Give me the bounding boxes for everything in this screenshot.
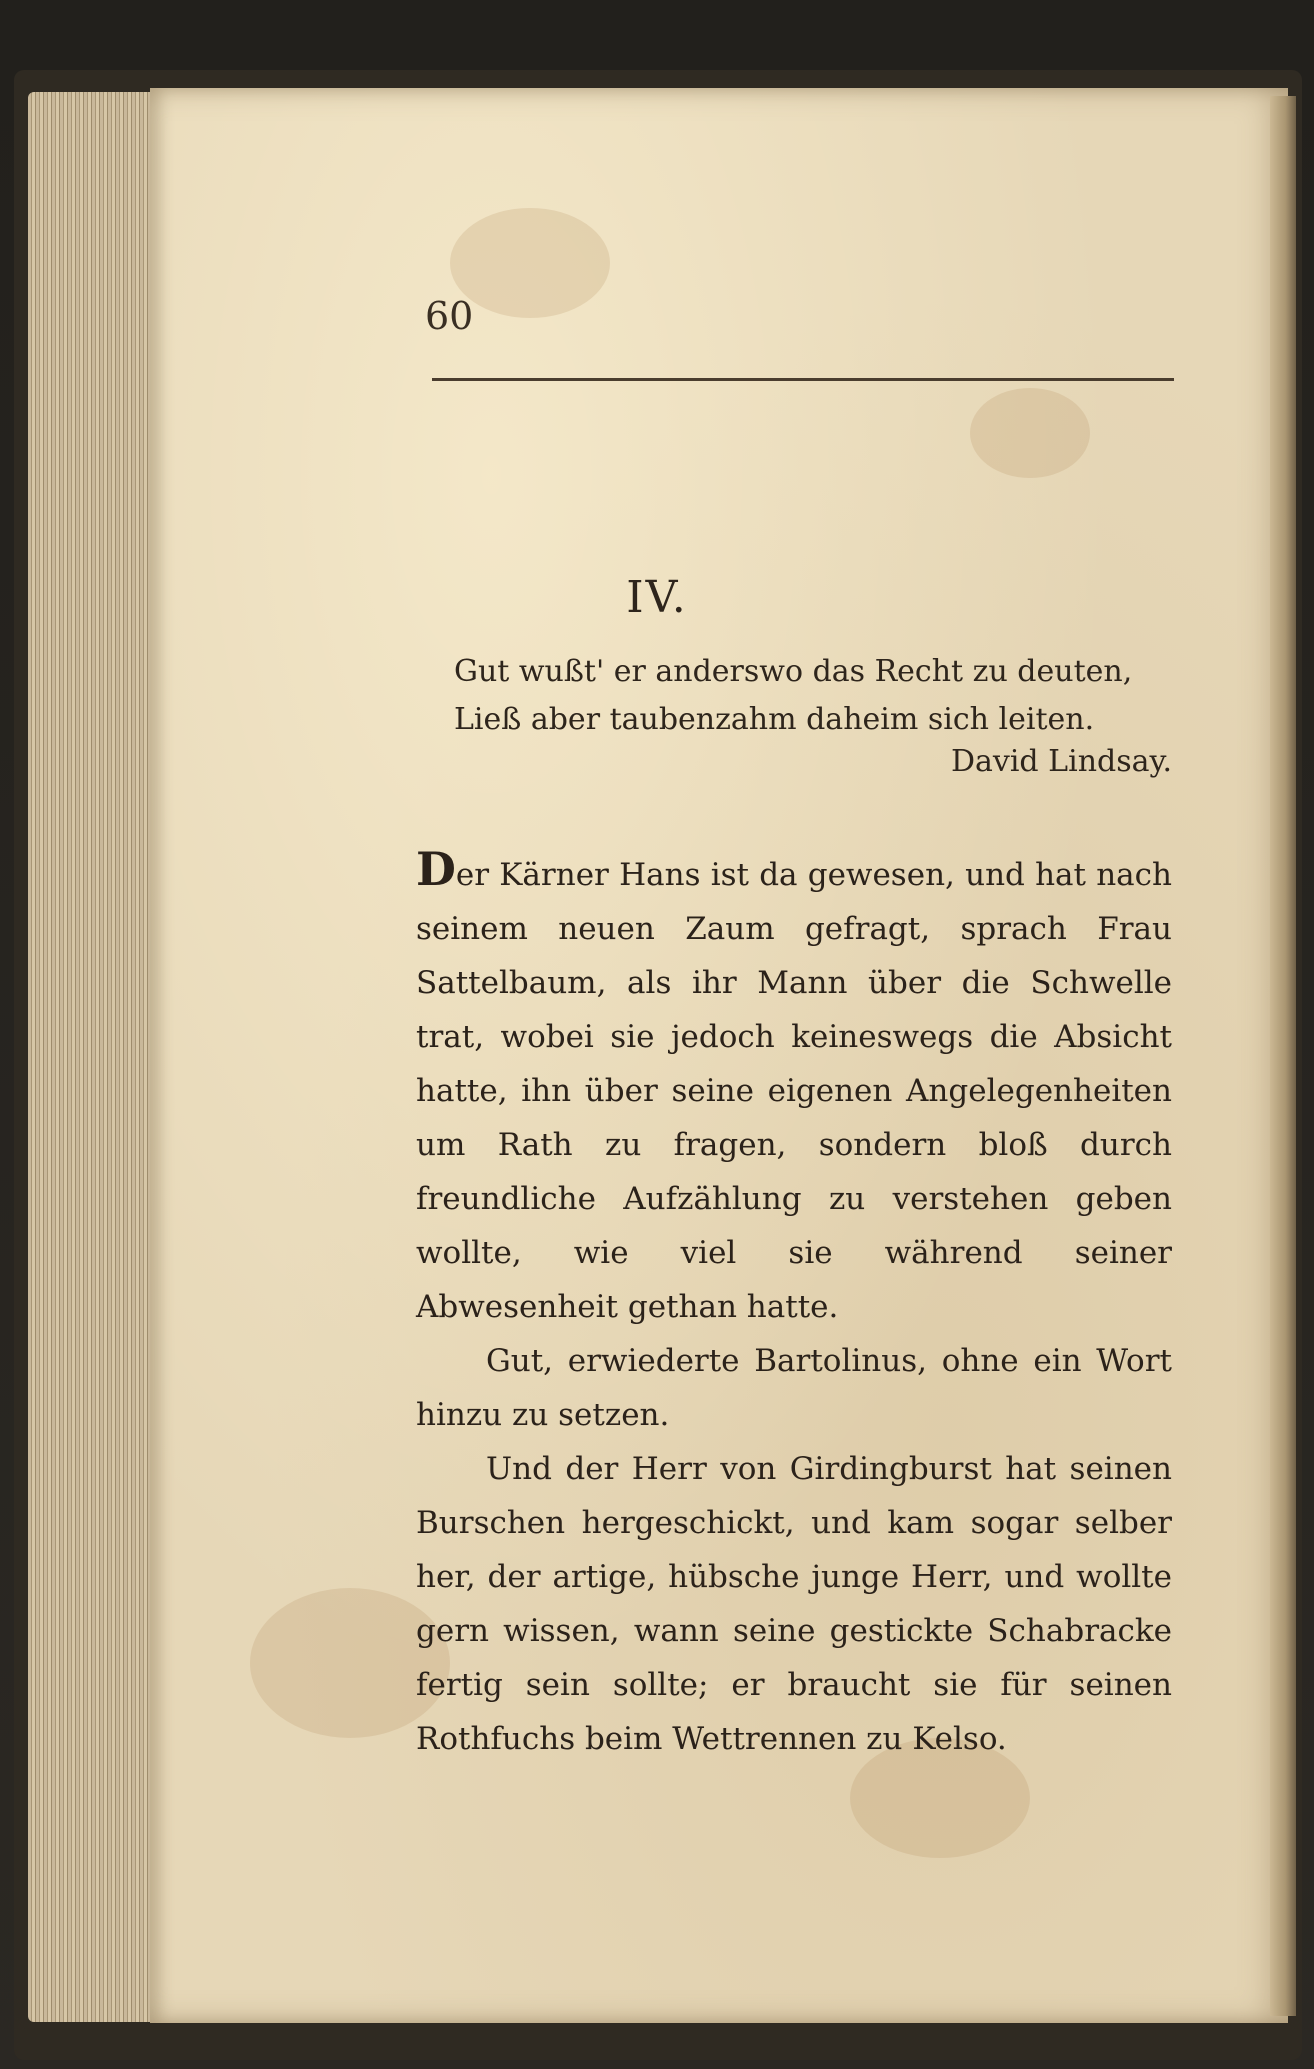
page-edges xyxy=(28,92,168,2022)
paragraph-1-text: er Kärner Hans ist da gewesen, und hat nach seinem neuen Zaum gefragt, sprach Frau Sattelbaum, als ihr Mann über die Schwelle trat, wobei sie jedoch keineswegs die Absicht hatte, ihn über seine eigenen Angelegenheiten um Rath zu fragen, sondern bloß durch freundliche Aufzählung zu verstehen geben wollte, wie viel sie während seiner Abwesenheit gethan hatte. xyxy=(416,857,1172,1325)
paper-stain xyxy=(970,388,1090,478)
paragraph-2: Gut, erwiederte Bartolinus, ohne ein Wort hinzu zu setzen. xyxy=(416,1343,1172,1433)
body-text xyxy=(416,842,1172,1766)
paragraph-3: Und der Herr von Girdingburst hat seinen Burschen hergeschickt, und kam sogar selber her, der artige, hübsche junge Herr, und wollte gern wissen, wann seine gestickte Schabracke fertig sein sollte; er braucht sie für seinen Rothfuchs beim Wettrennen zu Kelso. xyxy=(416,1451,1172,1757)
page-right-edge xyxy=(1270,96,1296,2016)
chapter-heading: IV. xyxy=(626,572,688,623)
drop-cap: D xyxy=(416,842,456,896)
paper-stain xyxy=(450,208,610,318)
paragraph-1 xyxy=(416,842,1172,1334)
epigraph-line-1: Gut wußt' er anderswo das Recht zu deuten, xyxy=(454,654,1133,689)
epigraph xyxy=(454,648,1174,744)
epigraph-attribution: David Lindsay. xyxy=(950,744,1172,779)
epigraph-line-2: Ließ aber taubenzahm daheim sich leiten. xyxy=(454,702,1095,737)
page-number: 60 xyxy=(425,294,474,338)
header-rule xyxy=(432,378,1174,381)
